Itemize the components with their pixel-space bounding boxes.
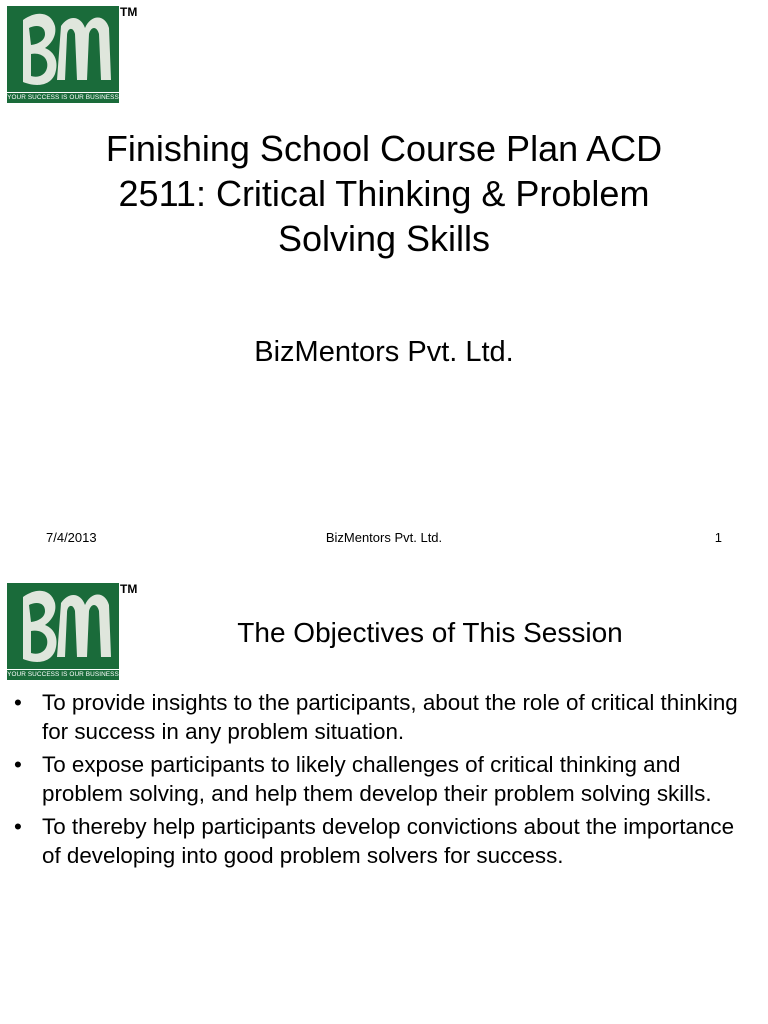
bullet-text: To expose participants to likely challenges of critical thinking and problem solving, and help them develop their problem solving skills. (42, 752, 712, 806)
slide-subtitle: BizMentors Pvt. Ltd. (254, 336, 514, 368)
list-item (12, 812, 752, 870)
list-item (12, 750, 752, 808)
footer-company: BizMentors Pvt. Ltd. (325, 530, 443, 545)
bm-monogram-icon (7, 6, 119, 92)
bullet-icon: • (14, 752, 22, 777)
bullet-icon: • (14, 690, 22, 715)
footer-date: 7/4/2013 (46, 530, 97, 545)
list-item (12, 688, 752, 746)
objectives-list (12, 688, 752, 874)
bullet-text: To provide insights to the participants, about the role of critical thinking for success in any problem situation. (42, 690, 738, 744)
bullet-icon: • (14, 814, 22, 839)
slide-2 (0, 576, 768, 1024)
logo-tagline: YOUR SUCCESS IS OUR BUSINESS (7, 94, 119, 101)
trademark-symbol: TM (120, 5, 138, 19)
logo-tagline: YOUR SUCCESS IS OUR BUSINESS (7, 671, 119, 678)
slide-title: Finishing School Course Plan ACD 2511: Critical Thinking & Problem Solving Skills (105, 128, 663, 259)
slide-title: The Objectives of This Session (237, 617, 623, 648)
footer-page-number: 1 (714, 530, 722, 545)
bizmentors-logo (7, 583, 119, 680)
bizmentors-logo (7, 6, 119, 103)
bullet-text: To thereby help participants develop convictions about the importance of developing into good problem solvers for success. (42, 814, 735, 868)
bm-monogram-icon (7, 583, 119, 669)
trademark-symbol: TM (120, 582, 138, 596)
